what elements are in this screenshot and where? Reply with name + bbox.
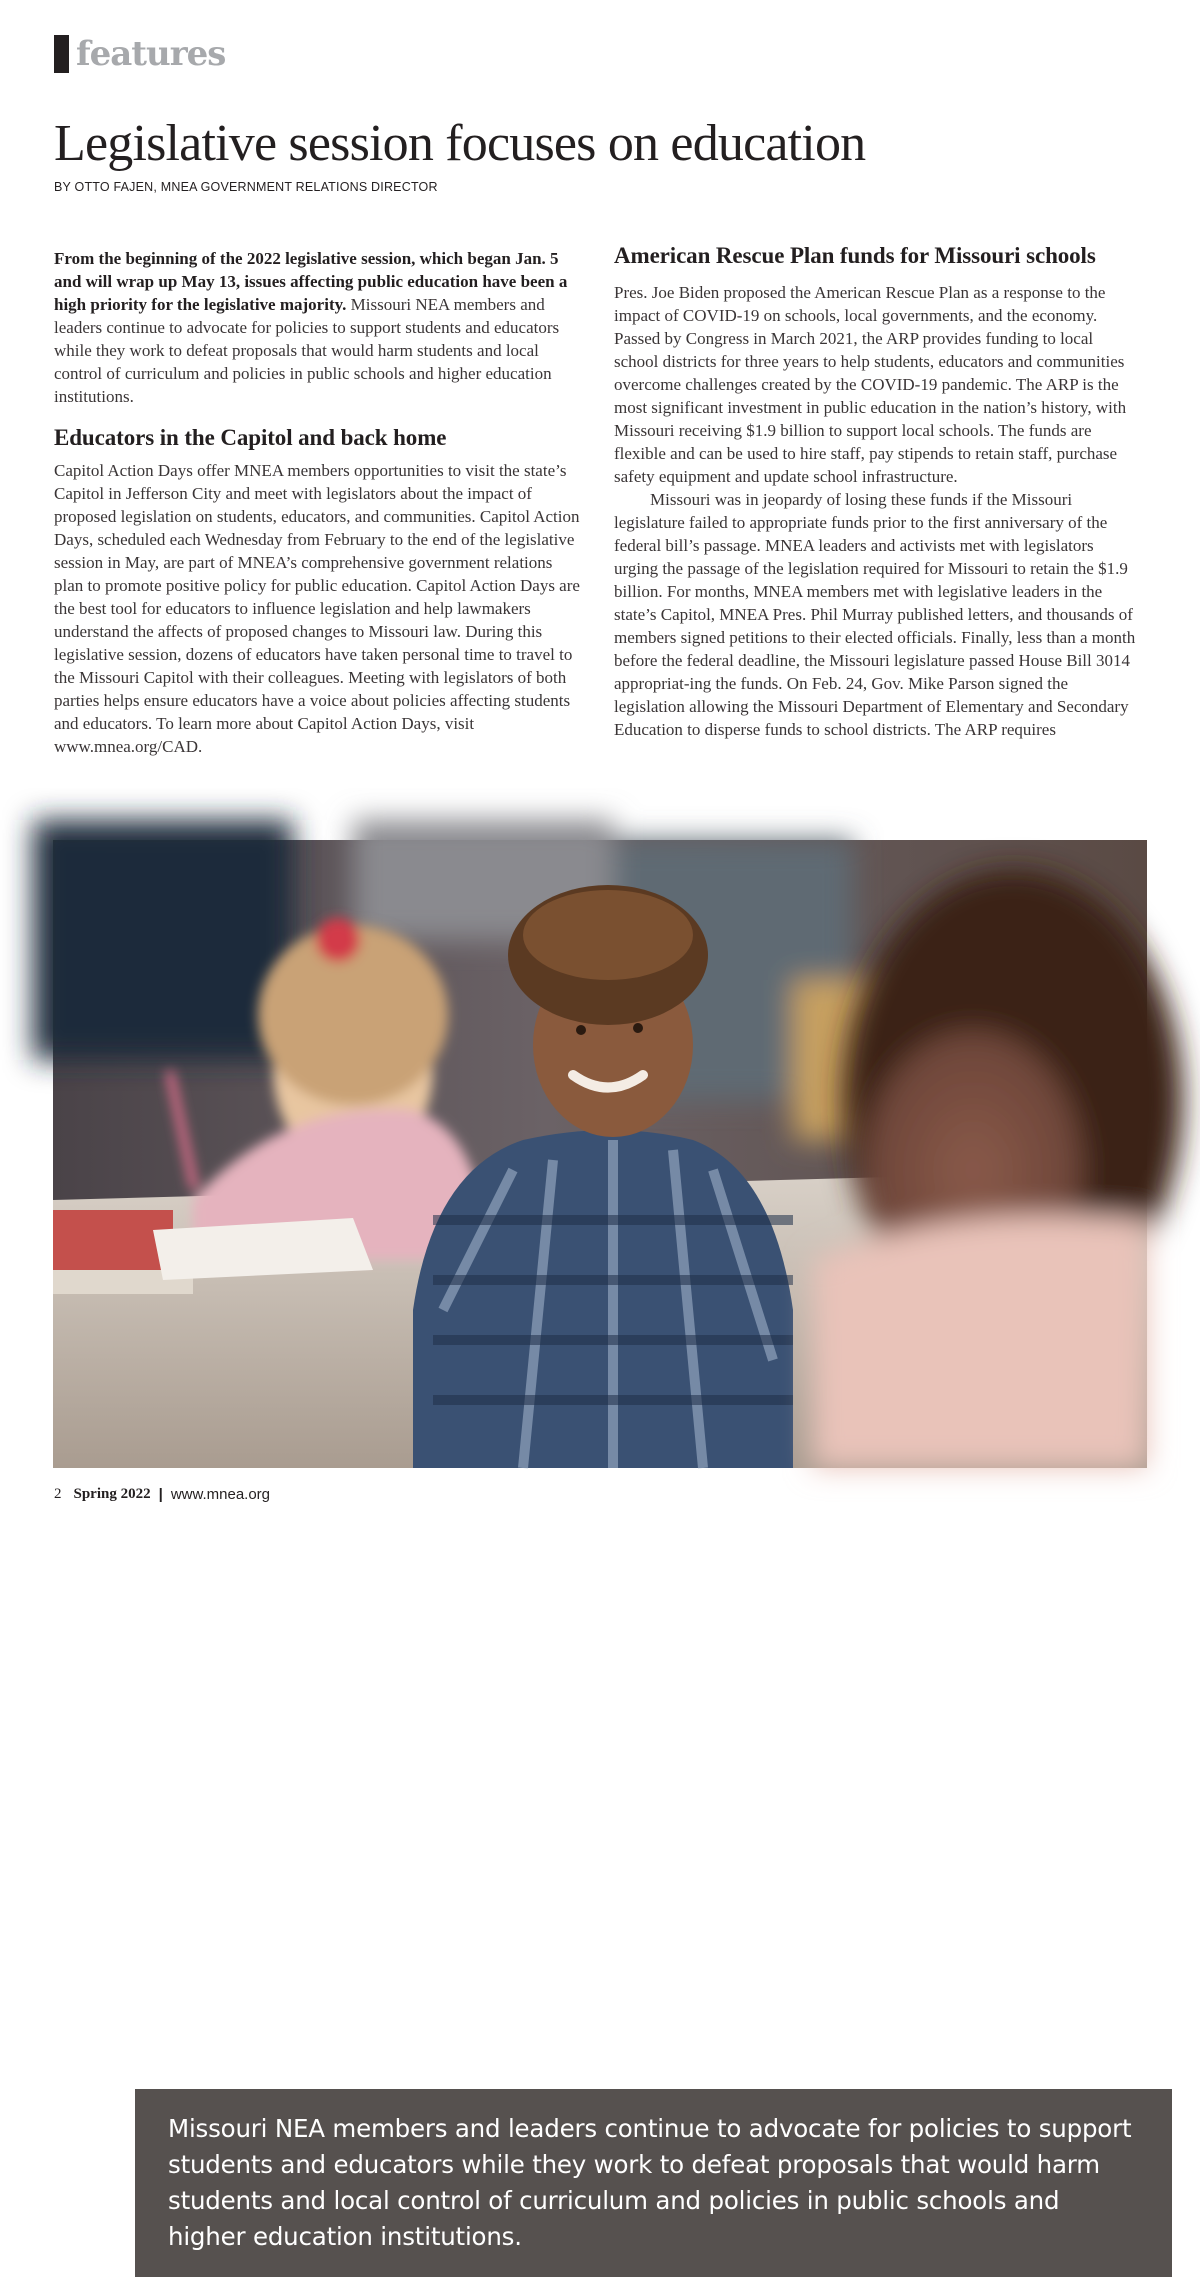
arp-paragraph-2: Missouri was in jeopardy of losing these funds if the Missouri legislature failed to appropriate funds prior to the first anniversary of the federal bill’s passage. MNEA leaders and activists met with legislators urging the passage of the legislation required for Missouri to retain the $1.9 billion. For months, MNEA members met with legislative leaders in the state’s Capitol, MNEA Pres. Phil Murray published letters, and thousands of members signed petitions to their elected officials. Finally, less than a month before the federal deadline, the Missouri legislature passed House Bill 3014 appropriat-ing the funds. On Feb. 24, Gov. Mike Parson signed the legislation allowing the Missouri Department of Elementary and Secondary Education to disperse funds to school districts. The ARP requires: [614, 490, 1136, 739]
arp-paragraph-1: Pres. Joe Biden proposed the American Rescue Plan as a response to the impact of COVID-19 on schools, local governments, and the economy. Passed by Congress in March 2021, the ARP provides funding to local school districts for three years to help students, educators and communities overcome challenges created by the COVID-19 pandemic. The ARP is the most significant investment in public education in the nation’s history, with Missouri receiving $1.9 billion to support local schools. The funds are flexible and can be used to hire staff, pay stipends to retain staff, purchase safety equipment and update school infrastructure.: [614, 283, 1127, 486]
lead-bold-text: From the beginning of the 2022 legislative session, which began Jan. 5 and will wrap up May 13, issues affecting public education have been a high priority for the legislative majority.: [54, 249, 568, 314]
page-footer: [54, 1486, 270, 1503]
right-column: [614, 244, 1141, 741]
article-byline: BY OTTO FAJEN, MNEA GOVERNMENT RELATIONS DIRECTOR: [54, 180, 438, 194]
section-tag-bar: [54, 35, 69, 73]
issue-label: Spring 2022: [73, 1486, 151, 1502]
website-url: www.mnea.org: [170, 1486, 271, 1503]
left-column: [54, 247, 584, 758]
heading-educators-capitol: Educators in the Capitol and back home: [54, 425, 447, 450]
lead-body-text: Missouri NEA members and leaders continue to advocate for policies to support students and educators while they work to defeat proposals that would harm students and local control of curriculum and policies in public schools and higher education institutions.: [54, 295, 560, 406]
heading-american-rescue-plan: American Rescue Plan funds for Missouri schools: [614, 243, 1096, 268]
lead-paragraph: [54, 247, 584, 408]
article-title: Legislative session focuses on education: [54, 115, 866, 172]
section-tag: [54, 34, 225, 74]
photo-caption-box: [135, 2089, 1172, 2277]
classroom-photo-illustration: [53, 840, 1147, 1468]
photo-caption: Missouri NEA members and leaders continue to advocate for policies to support students and educators while they work to defeat proposals that would harm students and local control of curriculum and policies in public schools and higher education institutions.: [168, 2114, 1132, 2251]
page-number: 2: [54, 1486, 62, 1502]
capitol-action-days-paragraph: Capitol Action Days offer MNEA members opportunities to visit the state’s Capitol in Jefferson City and meet with legislators about the impact of proposed legislation on students, educators, and communities. Capitol Action Days, scheduled each Wednesday from February to the end of the legislative session in May, are part of MNEA’s comprehensive government relations plan to promote positive policy for public education. Capitol Action Days are the best tool for educators to influence legislation and help lawmakers understand the affects of proposed changes to Missouri law. During this legislative session, dozens of educators have taken personal time to travel to the Missouri Capitol with their colleagues. Meeting with legislators of both parties helps ensure educators have a voice about policies affecting students and educators. To learn more about Capitol Action Days, visit www.mnea.org/CAD.: [54, 461, 580, 756]
footer-separator: |: [158, 1486, 163, 1503]
section-label: features: [76, 34, 226, 74]
